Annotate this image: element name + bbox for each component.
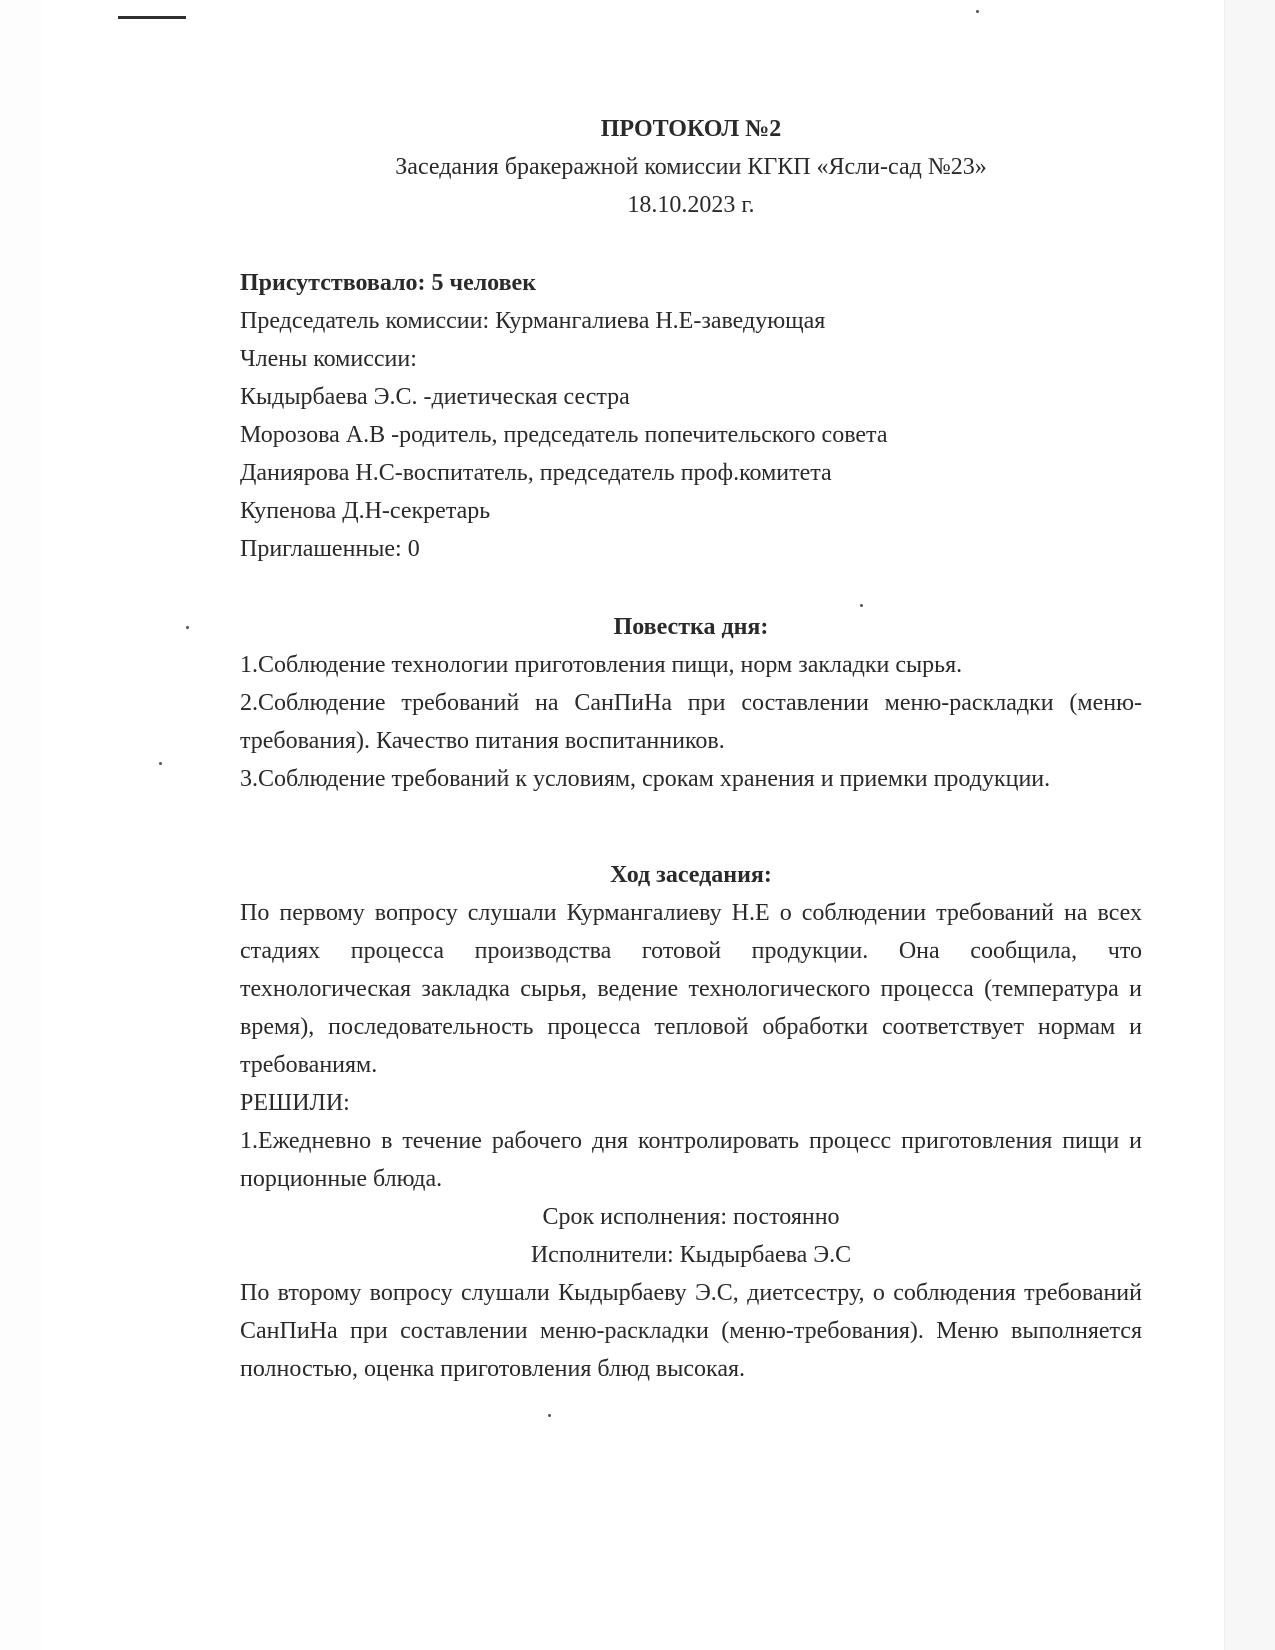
agenda-item: 1.Соблюдение технологии приготовления пищи, норм закладки сырья. (240, 652, 963, 678)
scan-speck (186, 626, 189, 629)
document-page (240, 110, 1142, 1388)
scan-mark (118, 16, 186, 19)
spacer (240, 798, 1142, 856)
agenda-heading: Повестка дня: (613, 614, 769, 640)
scan-speck (548, 1414, 551, 1417)
scan-speck (159, 762, 162, 765)
agenda-item: 3.Соблюдение требований к условиям, срокам хранения и приемки продукции. (240, 766, 1051, 792)
first-question-paragraph: По первому вопросу слушали Курмангалиеву Н.Е о соблюдении требований на всех стадиях процесса производства готовой продукции. Она сообщила, что технологическая закладка сырья, ведение технологического процесса (температура и время), последовательность процесса тепловой обработки соответствует нормам и требованиям. (240, 900, 1142, 1078)
member-item: Купенова Д.Н-секретарь (240, 498, 491, 524)
document-subtitle: Заседания бракеражной комиссии КГКП «Ясли-сад №23» (395, 154, 987, 180)
spacer (240, 224, 1142, 264)
decision-item: 1.Ежедневно в течение рабочего дня контролировать процесс приготовления пищи и порционные блюда. (240, 1128, 1142, 1192)
decided-label: РЕШИЛИ: (240, 1090, 350, 1116)
executors-line: Исполнители: Кыдырбаева Э.С (530, 1242, 852, 1268)
member-item: Кыдырбаева Э.С. -диетическая сестра (240, 384, 630, 410)
agenda-item: 2.Соблюдение требований на СанПиНа при составлении меню-раскладки (меню-требования). Качество питания воспитанников. (240, 690, 1142, 754)
proceedings-heading: Ход заседания: (610, 862, 772, 888)
spacer (240, 568, 1142, 608)
invited-count: Приглашенные: 0 (240, 536, 420, 562)
second-question-paragraph: По второму вопросу слушали Кыдырбаеву Э.С, диетсестру, о соблюдения требований СанПиНа при составлении меню-раскладки (меню-требования). Меню выполняется полностью, оценка приготовления блюд высокая. (240, 1280, 1142, 1382)
commission-chair: Председатель комиссии: Курмангалиева Н.Е-заведующая (240, 308, 826, 334)
member-item: Морозова А.В -родитель, председатель попечительского совета (240, 422, 888, 448)
scan-right-edge (1224, 0, 1275, 1650)
document-title: ПРОТОКОЛ №2 (600, 116, 782, 142)
scan-left-edge (0, 0, 42, 1650)
scan-speck (976, 10, 979, 13)
deadline-line: Срок исполнения: постоянно (542, 1204, 840, 1230)
members-heading: Члены комиссии: (240, 346, 417, 372)
member-item: Даниярова Н.С-воспитатель, председатель проф.комитета (240, 460, 832, 486)
document-date: 18.10.2023 г. (627, 192, 755, 218)
attendance-count: Присутствовало: 5 человек (240, 270, 537, 296)
